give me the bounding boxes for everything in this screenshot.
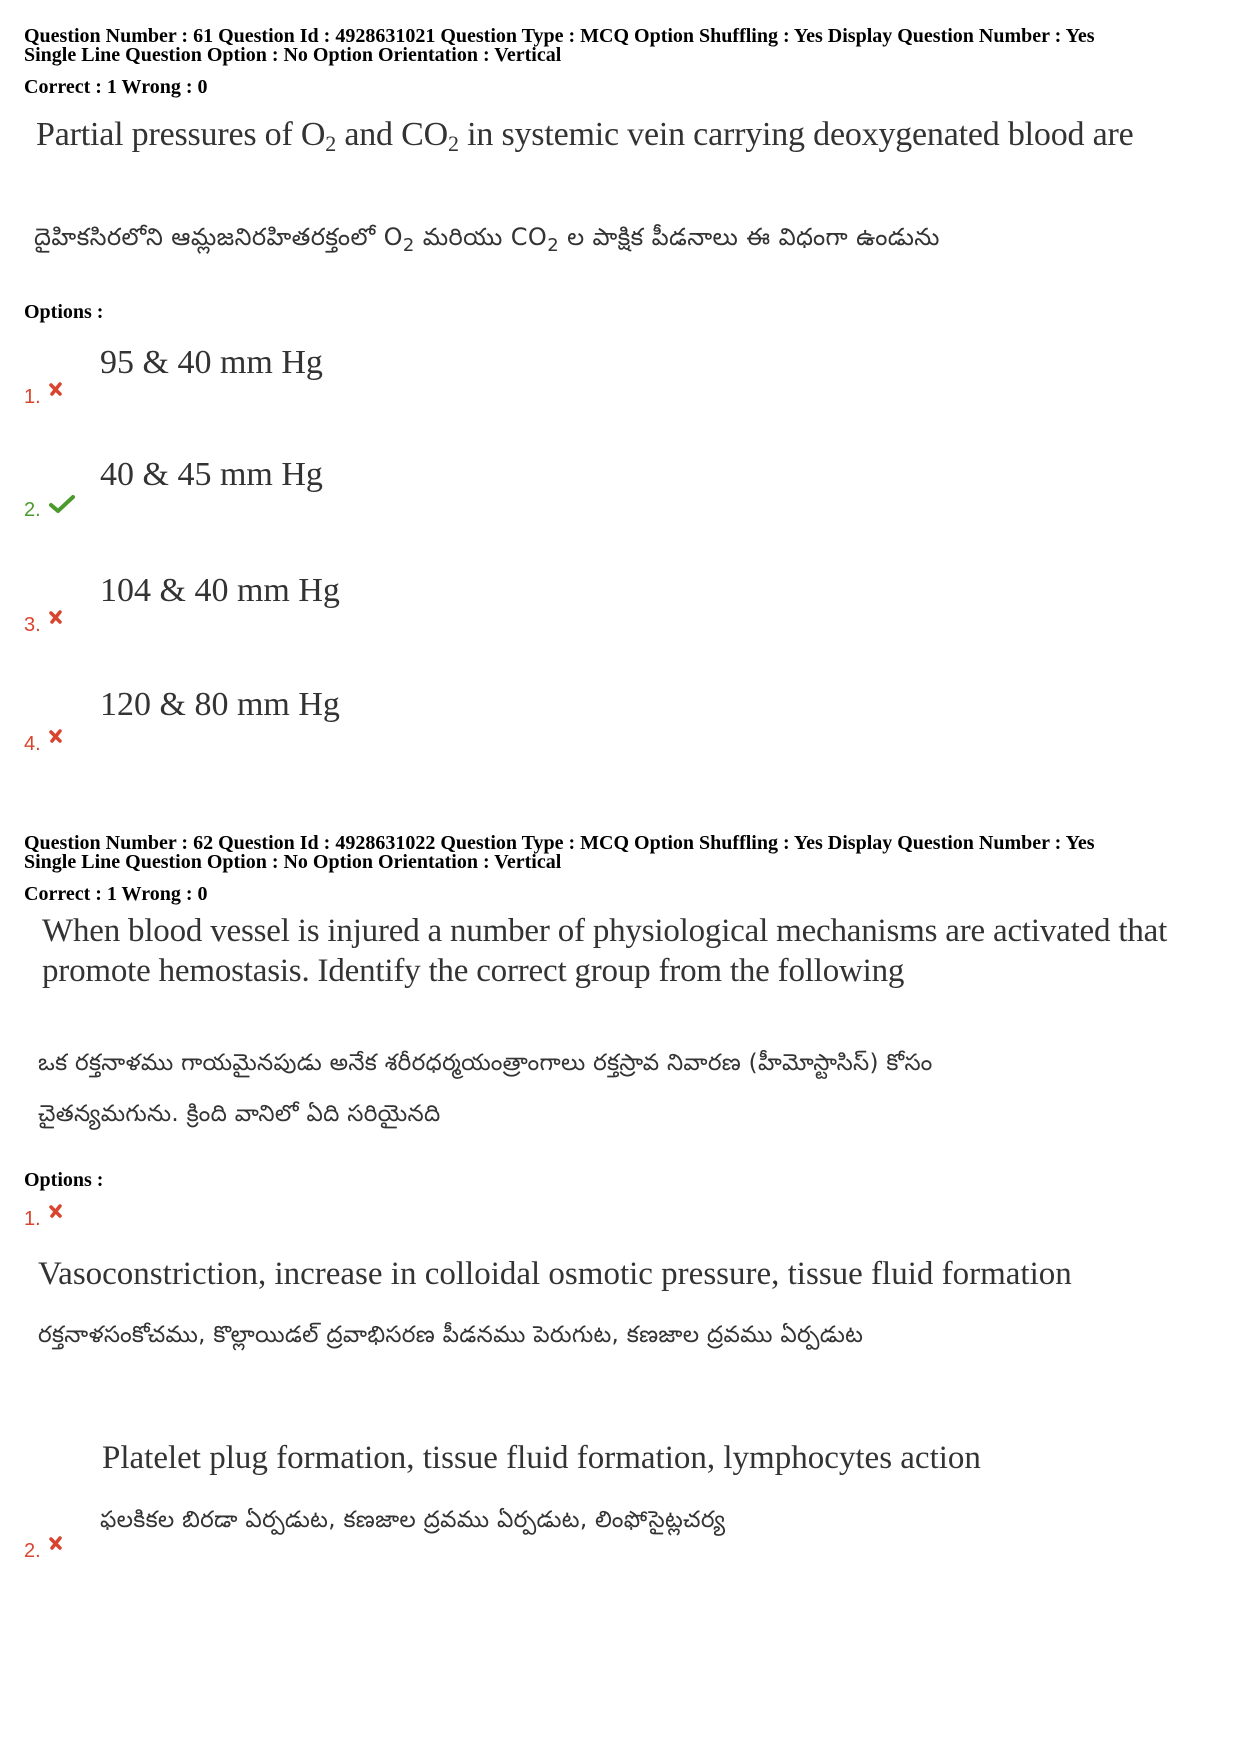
cross-icon [49,610,63,624]
cross-icon [49,729,63,743]
check-icon [49,494,75,514]
question-61-text-telugu: దైహికసిరలోని ఆమ్లజనిరహితరక్తంలో $O_2$ మరియు $CO_2$ ల పాక్షిక పీడనాలు ఈ విధంగా ఉండును [34,223,940,256]
option-number-wrong: 4. [24,733,63,756]
option-text[interactable]: 120 & 80 mm Hg [100,686,340,723]
question-61-options-label: Options : [24,301,104,323]
option-number-wrong: 3. [24,614,63,637]
cross-icon [49,1204,63,1218]
question-62-text-english-line1: When blood vessel is injured a number of physiological mechanisms are activated that [42,913,1168,949]
question-61-meta-line2: Single Line Question Option : No Option Orientation : Vertical [24,44,562,66]
cross-icon [49,382,63,396]
option-number-wrong: 2. [24,1540,63,1563]
option-text-telugu[interactable]: రక్తనాళసంకోచము, కొల్లాయిడల్ ద్రవాభిసరణ పీడనము పెరుగుట, కణజాల ద్రవము ఏర్పడుట [38,1322,864,1348]
question-62-text-telugu-line2: చైతన్యమగును. క్రింది వానిలో ఏది సరియైనది [38,1101,441,1127]
option-text[interactable]: 95 & 40 mm Hg [100,344,323,381]
question-62-meta-line1: Question Number : 62 Question Id : 4928631022 Question Type : MCQ Option Shuffling : Yes Display Question Number : Yes [24,832,1095,854]
question-62-meta-line2: Single Line Question Option : No Option Orientation : Vertical [24,851,562,873]
option-text-telugu[interactable]: ఫలకికల బిరడా ఏర్పడుట, కణజాల ద్రవము ఏర్పడుట, లింఫోసైట్లచర్య [100,1507,726,1533]
question-61-text-english: Partial pressures of $O_2$ and $CO_2$ in systemic vein carrying deoxygenated blood are [36,116,1134,156]
option-text-english[interactable]: Platelet plug formation, tissue fluid formation, lymphocytes action [102,1440,981,1476]
option-text[interactable]: 40 & 45 mm Hg [100,456,323,493]
option-text[interactable]: 104 & 40 mm Hg [100,572,340,609]
question-62-options-label: Options : [24,1169,104,1191]
option-number-wrong: 1. [24,1208,63,1231]
question-61-meta-line1: Question Number : 61 Question Id : 4928631021 Question Type : MCQ Option Shuffling : Yes Display Question Number : Yes [24,25,1095,47]
cross-icon [49,1536,63,1550]
option-number-wrong: 1. [24,386,63,409]
option-number-correct: 2. [24,499,75,522]
question-62-marks: Correct : 1 Wrong : 0 [24,883,208,905]
question-62-text-english-line2: promote hemostasis. Identify the correct group from the following [42,953,905,989]
question-62-text-telugu-line1: ఒక రక్తనాళము గాయమైనపుడు అనేక శరీరధర్మయంత్రాంగాలు రక్తస్రావ నివారణ (హీమోస్టాసిస్) కోసం [38,1050,933,1076]
question-61-marks: Correct : 1 Wrong : 0 [24,76,208,98]
option-text-english[interactable]: Vasoconstriction, increase in colloidal osmotic pressure, tissue fluid formation [38,1256,1072,1292]
